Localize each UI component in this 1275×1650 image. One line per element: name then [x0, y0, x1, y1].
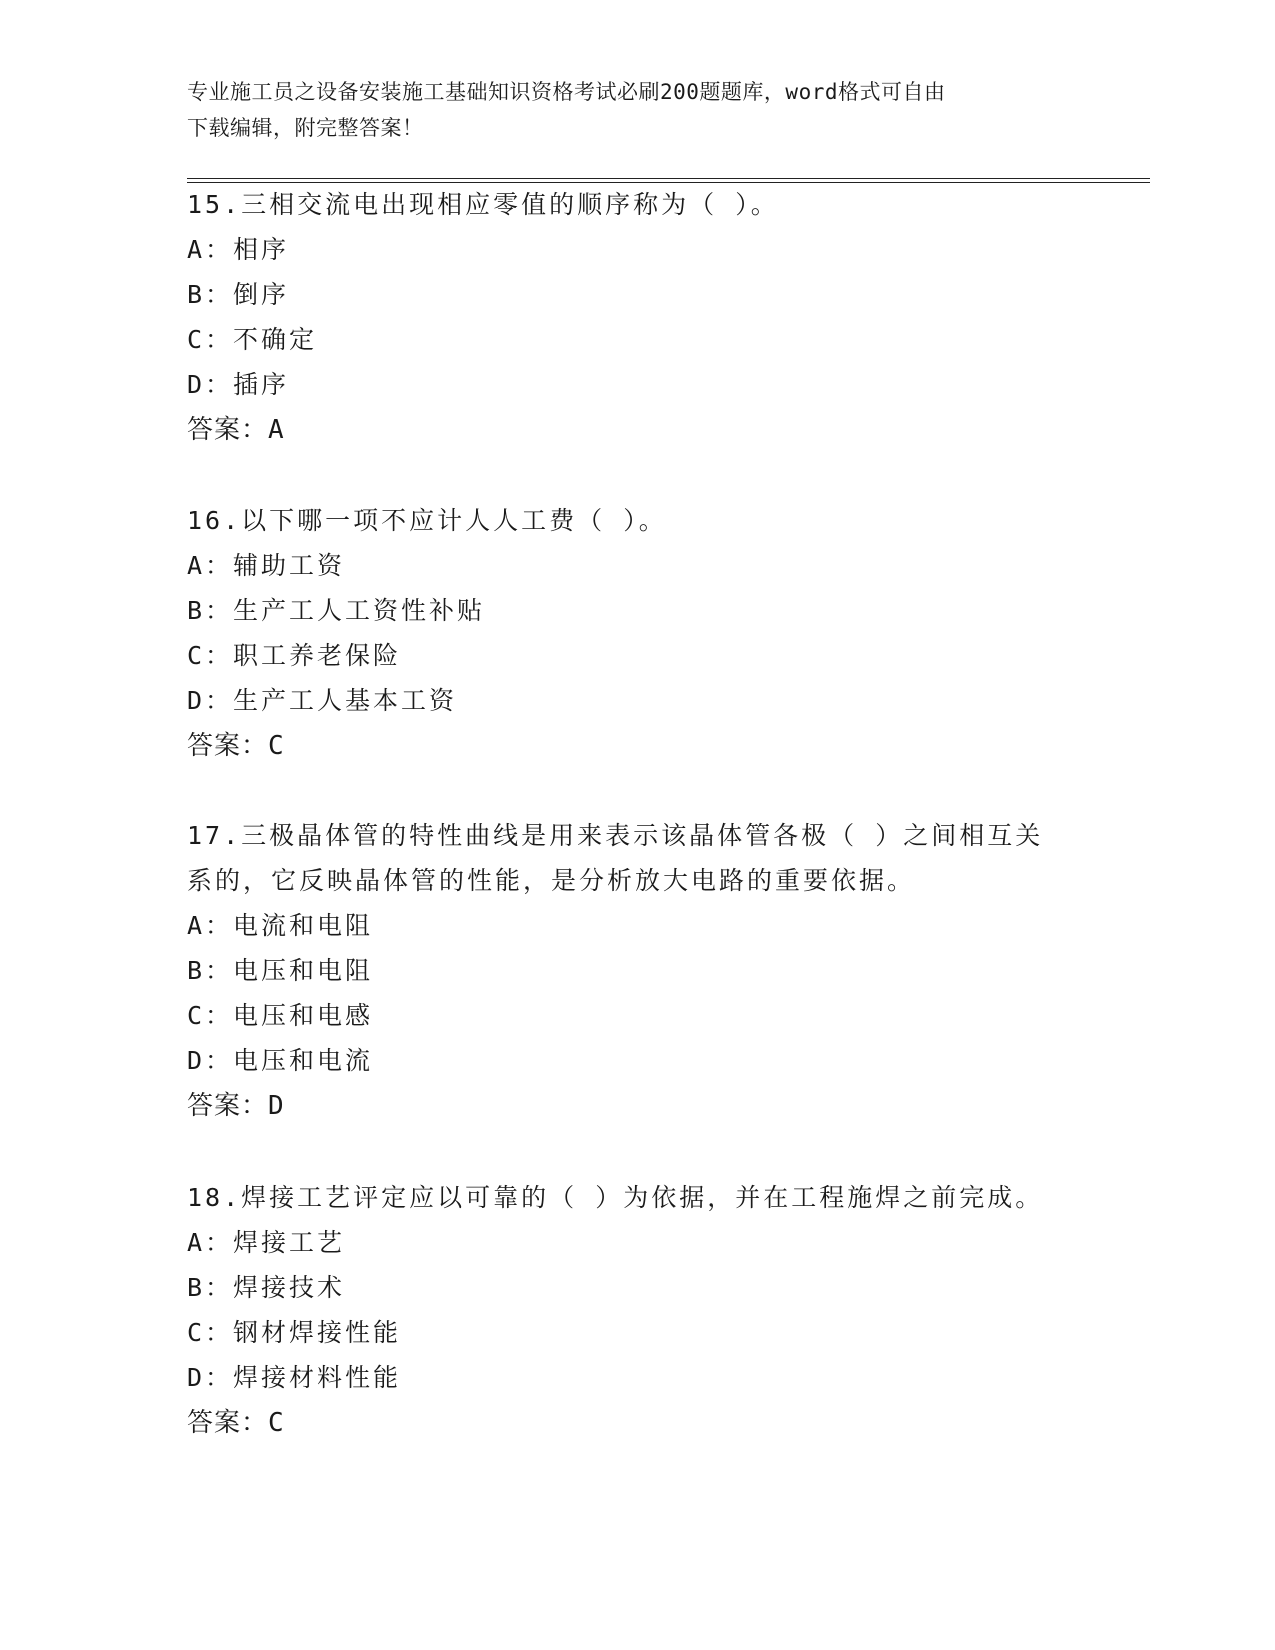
- question-text: 16.以下哪一项不应计人人工费（ ）。: [187, 506, 667, 535]
- answer-value: D: [268, 1091, 285, 1121]
- option-c: C：钢材焊接性能: [187, 1318, 402, 1347]
- answer-label: 答案：: [187, 1091, 269, 1121]
- answer: [187, 407, 1087, 453]
- answer-label: 答案：: [187, 731, 269, 761]
- option-d: D：焊接材料性能: [187, 1363, 402, 1392]
- question-17: [187, 813, 1087, 1129]
- question-text: 15.三相交流电出现相应零值的顺序称为（ ）。: [187, 190, 779, 219]
- question-text: 17.三极晶体管的特性曲线是用来表示该晶体管各极（ ）之间相互关: [187, 821, 1044, 850]
- answer-label: 答案：: [187, 415, 269, 445]
- question-text: 18.焊接工艺评定应以可靠的（ ）为依据，并在工程施焊之前完成。: [187, 1183, 1044, 1212]
- question-15: [187, 182, 1087, 453]
- option-d: D：生产工人基本工资: [187, 686, 458, 715]
- option-c: C：电压和电感: [187, 1001, 374, 1030]
- option-b: B：焊接技术: [187, 1273, 346, 1302]
- answer: [187, 1083, 1087, 1129]
- option-c: C：职工养老保险: [187, 641, 402, 670]
- header-line-2: 下载编辑，附完整答案！: [187, 116, 424, 140]
- header-divider-top: [187, 178, 1150, 179]
- answer-value: A: [268, 415, 285, 445]
- header-line-1: 专业施工员之设备安装施工基础知识资格考试必刷200题题库，word格式可自由: [187, 80, 946, 104]
- option-d: D：电压和电流: [187, 1046, 374, 1075]
- answer-label: 答案：: [187, 1408, 269, 1438]
- option-a: A：辅助工资: [187, 551, 346, 580]
- option-b: B：倒序: [187, 280, 290, 309]
- answer: [187, 1400, 1087, 1446]
- option-b: B：电压和电阻: [187, 956, 374, 985]
- question-18: [187, 1175, 1087, 1446]
- question-16: [187, 498, 1087, 769]
- option-b: B：生产工人工资性补贴: [187, 596, 486, 625]
- answer: [187, 723, 1087, 769]
- question-text-continued: 系的，它反映晶体管的性能，是分析放大电路的重要依据。: [187, 866, 916, 895]
- option-a: A：电流和电阻: [187, 911, 374, 940]
- answer-value: C: [268, 1408, 285, 1438]
- answer-value: C: [268, 731, 285, 761]
- document-header: [187, 74, 1067, 146]
- option-c: C：不确定: [187, 325, 318, 354]
- option-a: A：焊接工艺: [187, 1228, 346, 1257]
- option-a: A：相序: [187, 235, 290, 264]
- option-d: D：插序: [187, 370, 290, 399]
